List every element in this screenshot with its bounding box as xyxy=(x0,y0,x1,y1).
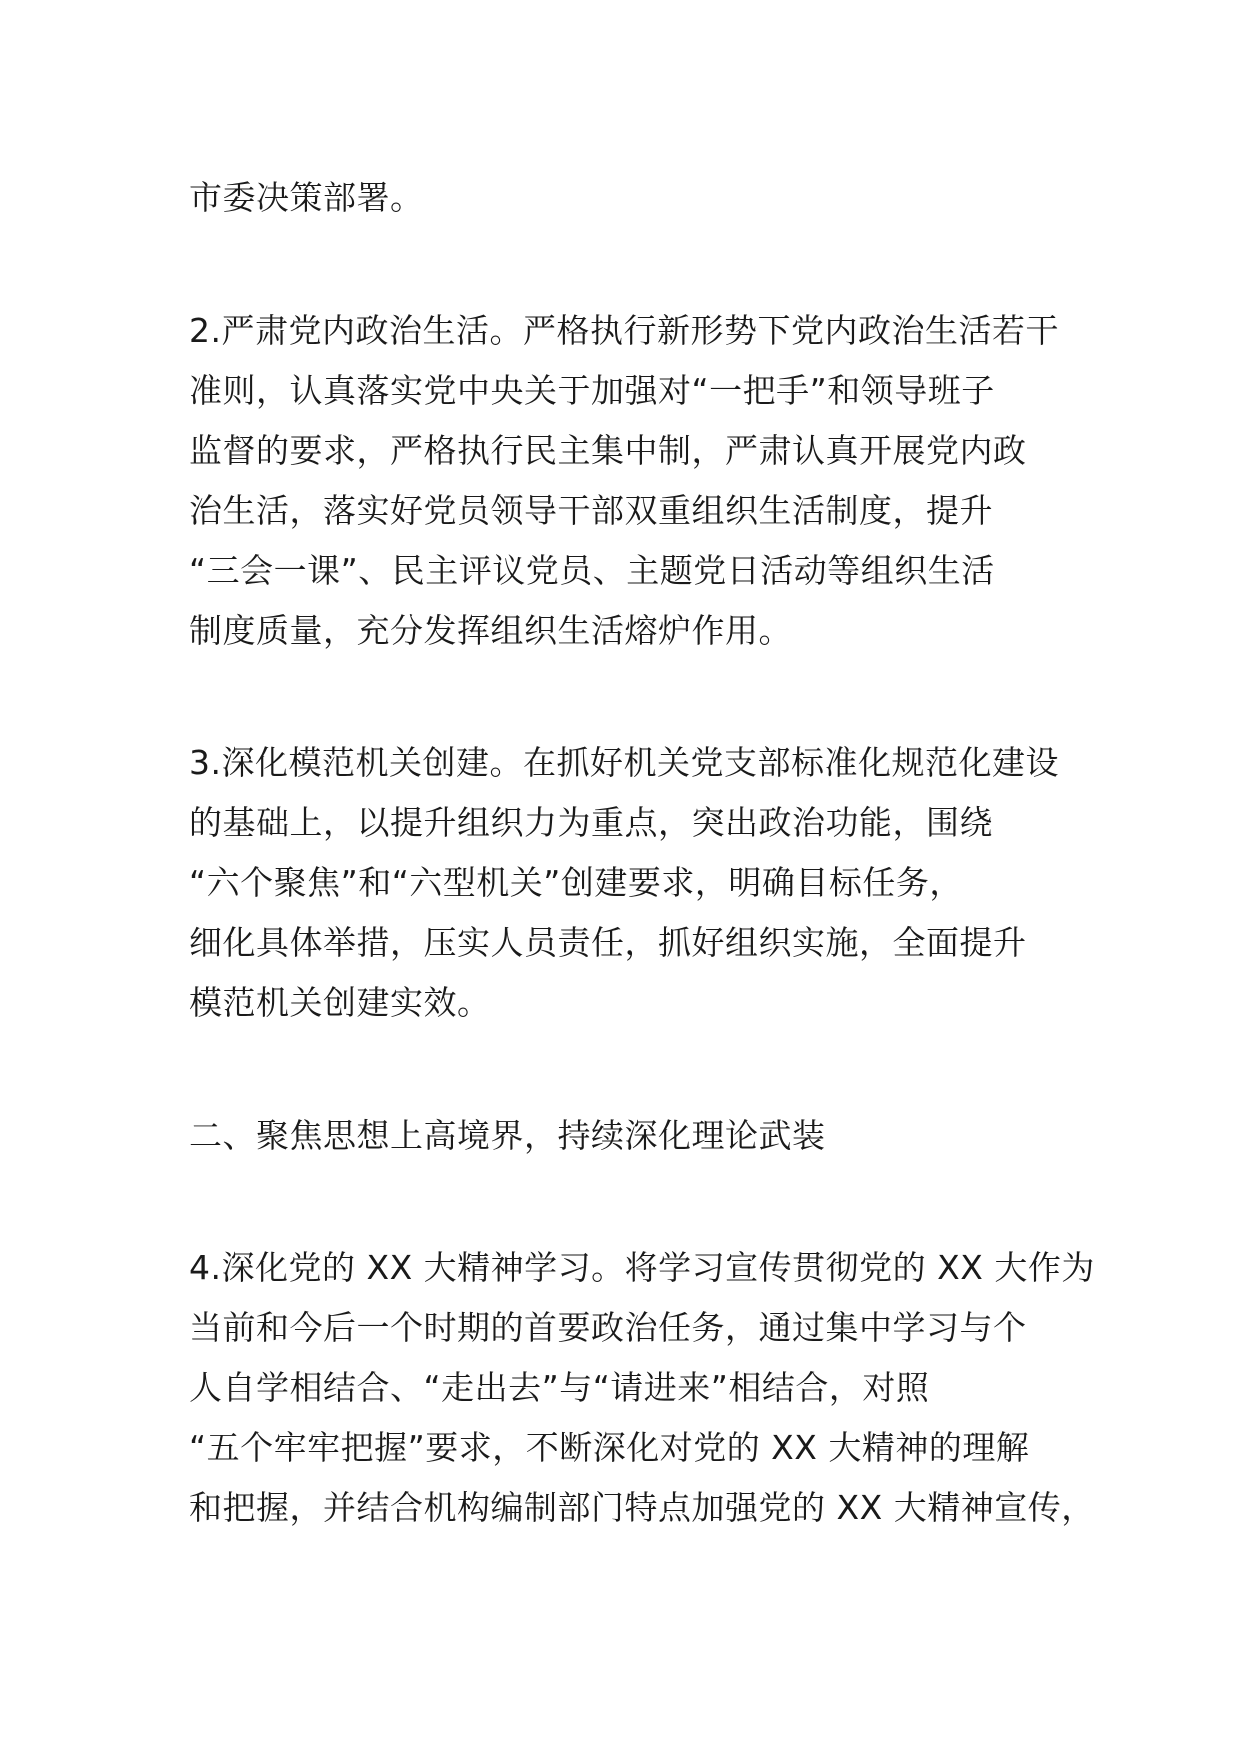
paragraph-4-line-2: 当前和今后一个时期的首要政治任务，通过集中学习与个 xyxy=(189,1308,1027,1347)
paragraph-1-line-1: 市委决策部署。 xyxy=(189,178,424,217)
paragraph-2-line-5: “三会一课”、民主评议党员、主题党日活动等组织生活 xyxy=(189,551,995,590)
paragraph-2-line-3: 监督的要求，严格执行民主集中制，严肃认真开展党内政 xyxy=(189,431,1027,470)
paragraph-4-line-3: 人自学相结合、“走出去”与“请进来”相结合，对照 xyxy=(189,1368,930,1407)
paragraph-2-line-4: 治生活，落实好党员领导干部双重组织生活制度，提升 xyxy=(189,491,993,530)
paragraph-3-line-4: 细化具体举措，压实人员责任，抓好组织实施，全面提升 xyxy=(189,923,1027,962)
paragraph-3-line-2: 的基础上，以提升组织力为重点，突出政治功能，围绕 xyxy=(189,803,993,842)
paragraph-3-line-1: 3.深化模范机关创建。在抓好机关党支部标准化规范化建设 xyxy=(189,743,1059,782)
paragraph-2-line-1: 2.严肃党内政治生活。严格执行新形势下党内政治生活若干 xyxy=(189,311,1059,350)
section-heading-2: 二、聚焦思想上高境界，持续深化理论武装 xyxy=(189,1116,826,1155)
paragraph-2-line-6: 制度质量，充分发挥组织生活熔炉作用。 xyxy=(189,611,792,650)
paragraph-3-line-5: 模范机关创建实效。 xyxy=(189,983,491,1022)
paragraph-4-line-1: 4.深化党的 XX 大精神学习。将学习宣传贯彻党的 XX 大作为 xyxy=(189,1248,1095,1287)
paragraph-4-line-5: 和把握，并结合机构编制部门特点加强党的 XX 大精神宣传， xyxy=(189,1488,1095,1527)
paragraph-2-line-2: 准则，认真落实党中央关于加强对“一把手”和领导班子 xyxy=(189,371,995,410)
paragraph-4-line-4: “五个牢牢把握”要求，不断深化对党的 XX 大精神的理解 xyxy=(189,1428,1030,1467)
paragraph-3-line-3: “六个聚焦”和“六型机关”创建要求，明确目标任务， xyxy=(189,863,963,902)
